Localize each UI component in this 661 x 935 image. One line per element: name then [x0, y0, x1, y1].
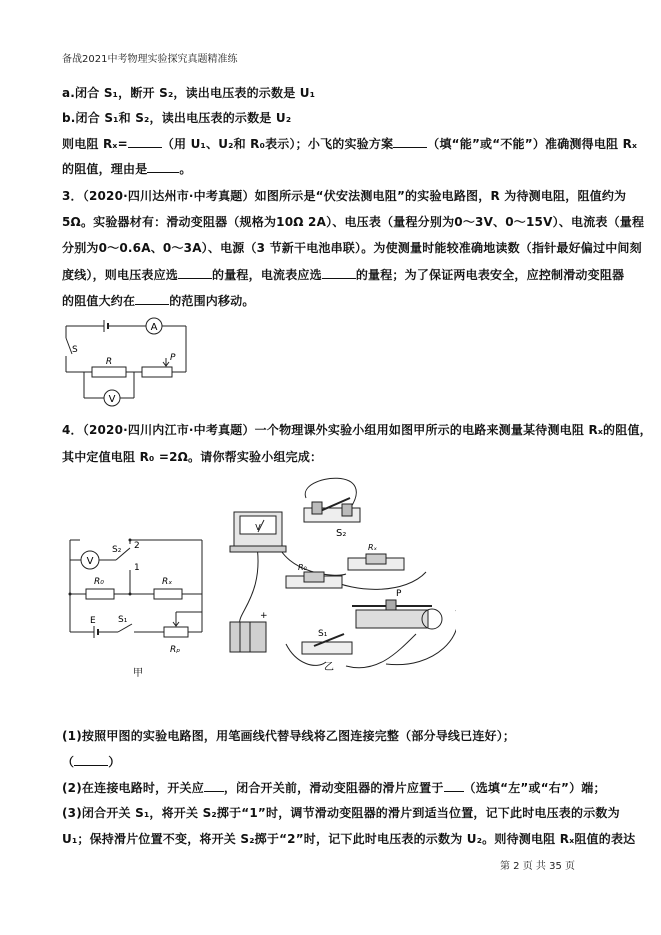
figure-caption-yi: 乙 [324, 662, 334, 673]
question-3-line-5 [62, 292, 255, 309]
switch-s2-label: S₂ [112, 545, 122, 555]
text-segment: 的范围内移动。 [169, 294, 255, 308]
question-4-part-1-answer [62, 753, 120, 770]
meter-label: V [255, 523, 261, 532]
answer-blank[interactable] [322, 266, 356, 279]
page-header: 备战2021中考物理实验探究真题精准练 [62, 54, 238, 65]
text-line-reason [62, 160, 192, 177]
answer-blank[interactable] [393, 135, 427, 148]
question-4-line-1: 4．（2020·四川内江市·中考真题）一个物理课外实验小组用如图甲所示的电路来测量某待测电阻 Rₓ的阻值， [62, 423, 652, 437]
answer-blank[interactable] [444, 779, 464, 792]
r0-label: R₀ [298, 563, 307, 572]
answer-blank[interactable] [74, 753, 108, 766]
text-segment: (2)在连接电路时，开关应 [62, 781, 204, 795]
text-segment: 的阻值大约在 [62, 294, 136, 308]
text-segment: （填“能”或“不能”）准确测得电阻 Rₓ [427, 137, 638, 151]
question-3-line-3: 分别为0～0.6A、0～3A）、电源（3 节新干电池串联）。为使测量时能较准确地读数（指针最好偏过中间刻 [62, 241, 642, 255]
question-4-part-1: (1)按照甲图的实验电路图，用笔画线代替导线将乙图连接完整（部分导线已连好）； [62, 729, 516, 743]
rp-label: Rₚ [170, 645, 181, 655]
figure-caption-jia: 甲 [133, 668, 143, 679]
question-4-part-2 [62, 779, 606, 796]
resistor-label: R [105, 357, 113, 367]
switch-label: S [72, 345, 78, 355]
slider-label: P [396, 589, 402, 599]
question-3-line-2: 5Ω。实验器材有：滑动变阻器（规格为10Ω 2A）、电压表（量程分别为0～3V、0～15V）、电流表（量程 [62, 215, 645, 229]
text-segment: （ [62, 755, 75, 769]
wiring-picture-yi [226, 474, 456, 702]
answer-blank[interactable] [178, 266, 212, 279]
terminal-2-label: 2 [134, 541, 140, 551]
text-segment: 的量程，电流表应选 [212, 268, 322, 282]
question-4-line-2: 其中定值电阻 R₀ =2Ω。请你帮实验小组完成： [62, 450, 323, 464]
ammeter-label: A [150, 322, 158, 333]
answer-blank[interactable] [128, 135, 162, 148]
s1-label: S₁ [318, 629, 328, 639]
answer-blank[interactable] [135, 292, 169, 305]
text-segment: ，闭合开关前，滑动变阻器的滑片应置于 [223, 781, 444, 795]
battery-plus-label: + [260, 611, 268, 621]
voltmeter-label: V [108, 394, 116, 405]
text-segment: 则电阻 Rₓ= [62, 137, 128, 151]
question-4-part-3-line-2: U₁；保持滑片位置不变，将开关 S₂掷于“2”时，记下此时电压表的示数为 U₂。则待测电阻 Rₓ阻值的表达 [62, 832, 636, 846]
question-3-line-1: 3．（2020·四川达州市·中考真题）如图所示是“伏安法测电阻”的实验电路图，R 为待测电阻，阻值约为 [62, 189, 627, 203]
text-segment: 。 [179, 162, 192, 176]
text-segment: 的阻值，理由是 [62, 162, 148, 176]
r0-label: R₀ [94, 577, 104, 587]
answer-blank[interactable] [204, 779, 224, 792]
terminal-1-label: 1 [134, 563, 140, 573]
circuit-diagram-q3 [58, 316, 198, 412]
rx-label: Rₓ [162, 577, 173, 587]
voltmeter-label: V [86, 556, 94, 567]
text-line-a: a.闭合 S₁，断开 S₂，读出电压表的示数是 U₁ [62, 86, 316, 100]
page-footer: 第 2 页 共 35 页 [500, 861, 575, 872]
text-segment: 的量程；为了保证两电表安全，应控制滑动变阻器 [355, 268, 625, 282]
switch-s1-label: S₁ [118, 615, 128, 625]
s2-label: S₂ [336, 528, 347, 539]
text-segment: （选填“左”或“右”）端； [463, 781, 606, 795]
text-line-b: b.闭合 S₁和 S₂，读出电压表的示数是 U₂ [62, 111, 292, 125]
text-segment: ） [108, 755, 121, 769]
slider-label: P [170, 353, 176, 363]
text-line-rx [62, 135, 637, 152]
rx-label: Rₓ [368, 543, 378, 552]
question-4-part-3-line-1: (3)闭合开关 S₁，将开关 S₂掷于“1”时，调节滑动变阻器的滑片到适当位置，记下此时电压表的示数为 [62, 806, 620, 820]
text-segment: 度线），则电压表应选 [62, 268, 179, 282]
text-segment: （用 U₁、U₂和 R₀表示）；小飞的实验方案 [161, 137, 394, 151]
battery-label: E [90, 616, 96, 626]
answer-blank[interactable] [147, 160, 179, 173]
circuit-diagram-jia [60, 520, 220, 680]
question-3-line-4 [62, 266, 624, 283]
